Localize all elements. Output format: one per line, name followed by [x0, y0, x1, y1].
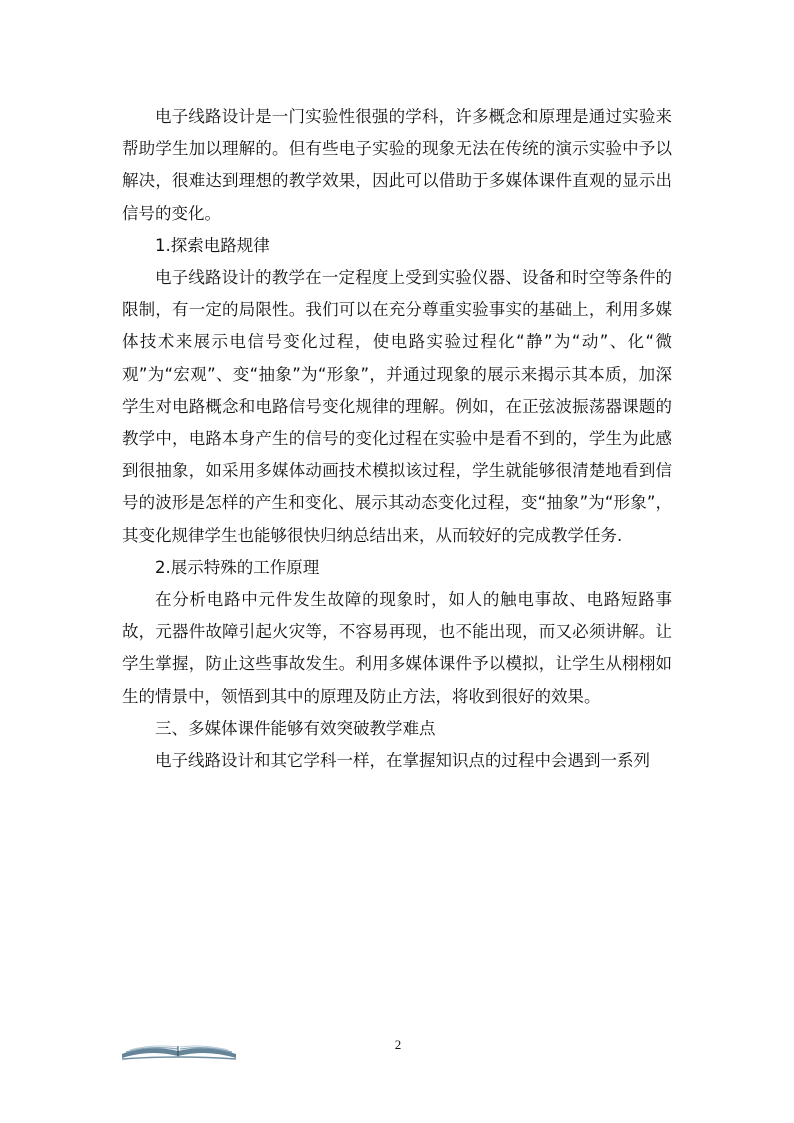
open-book-icon [120, 1040, 238, 1062]
paragraph-intro: 电子线路设计是一门实验性很强的学科，许多概念和原理是通过实验来帮助学生加以理解的。但有些电子实验的现象无法在传统的演示实验中予以解决，很难达到理想的教学效果，因此可以借助于多媒体课件直观的显示出信号的变化。 [122, 107, 672, 223]
paragraph-section-2: 在分析电路中元件发生故障的现象时，如人的触电事故、电路短路事故，元器件故障引起火灾等，不容易再现，也不能出现，而又必须讲解。让学生掌握，防止这些事故发生。利用多媒体课件予以模拟，让学生从栩栩如生的情景中，领悟到其中的原理及防止方法，将收到很好的效果。 [122, 590, 672, 706]
paragraph-section-1: 电子线路设计的教学在一定程度上受到实验仪器、设备和时空等条件的限制，有一定的局限性。我们可以在充分尊重实验事实的基础上，利用多媒体技术来展示电信号变化过程，使电路实验过程化“静”为“动”、化“微观”为“宏观”、变“抽象”为“形象”，并通过现象的展示来揭示其本质，加深学生对电路概念和电路信号变化规律的理解。例如，在正弦波振荡器课题的教学中，电路本身产生的信号的变化过程在实验中是看不到的，学生为此感到很抽象，如采用多媒体动画技术模拟该过程，学生就能够很清楚地看到信号的波形是怎样的产生和变化、展示其动态变化过程，变“抽象”为“形象”，其变化规律学生也能够很快归纳总结出来，从而较好的完成教学任务. [122, 268, 672, 545]
section-heading-1: 1.探索电路规律 [155, 235, 270, 255]
page-number: 2 [394, 1037, 402, 1052]
section-heading-3: 三、多媒体课件能够有效突破教学难点 [155, 718, 436, 738]
body-text [122, 101, 672, 777]
section-heading-2: 2.展示特殊的工作原理 [155, 557, 320, 577]
paragraph-section-3: 电子线路设计和其它学科一样，在掌握知识点的过程中会遇到一系列 [155, 751, 650, 771]
